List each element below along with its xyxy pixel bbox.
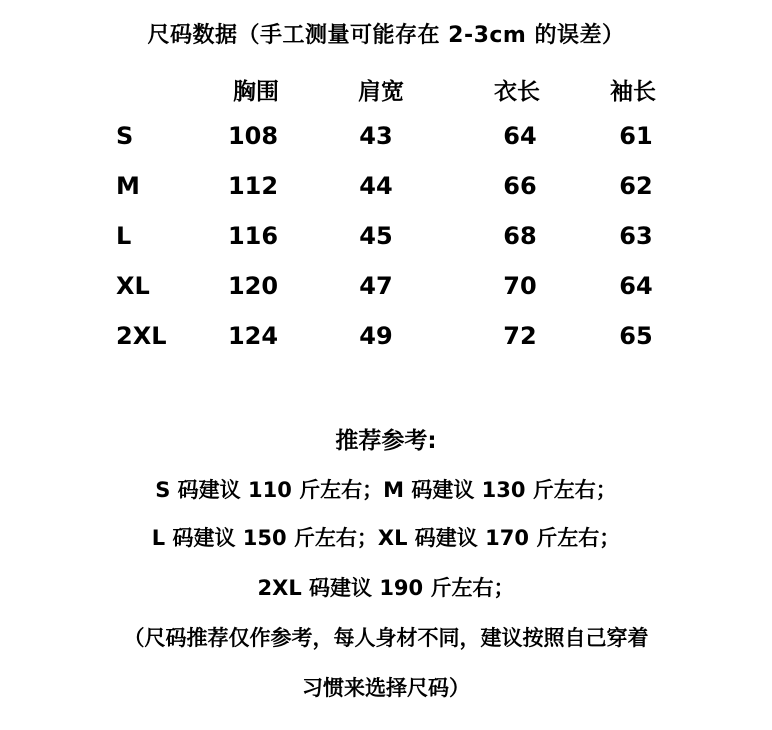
column-header-shoulder: 肩宽 (358, 79, 404, 105)
table-cell: 65 (619, 322, 653, 350)
table-cell: 124 (227, 322, 279, 350)
table-cell: 72 (503, 322, 537, 350)
table-cell: 112 (227, 172, 279, 200)
recommendation-note: 习惯来选择尺码） (302, 676, 470, 700)
table-cell: 49 (359, 322, 393, 350)
recommendation-line: 2XL 码建议 190 斤左右； (257, 576, 515, 600)
table-cell: 66 (503, 172, 537, 200)
table-cell: 62 (619, 172, 653, 200)
table-cell: 61 (619, 122, 653, 150)
size-label: L (116, 222, 132, 250)
column-header-length: 衣长 (494, 79, 540, 105)
size-label: S (116, 122, 134, 150)
table-cell: 68 (503, 222, 537, 250)
table-cell: 47 (359, 272, 393, 300)
column-header-chest: 胸围 (233, 79, 279, 105)
table-cell: 64 (503, 122, 537, 150)
size-label: M (116, 172, 140, 200)
recommendation-line: L 码建议 150 斤左右；XL 码建议 170 斤左右； (151, 526, 621, 550)
table-cell: 64 (619, 272, 653, 300)
table-cell: 45 (359, 222, 393, 250)
recommendation-note: （尺码推荐仅作参考，每人身材不同，建议按照自己穿着 (123, 626, 649, 650)
page-title: 尺码数据（手工测量可能存在 2-3cm 的误差） (147, 23, 625, 48)
table-cell: 108 (227, 122, 279, 150)
table-cell: 116 (227, 222, 279, 250)
size-label: 2XL (116, 322, 167, 350)
table-cell: 120 (227, 272, 279, 300)
table-cell: 70 (503, 272, 537, 300)
size-label: XL (116, 272, 150, 300)
recommendation-title: 推荐参考: (335, 428, 437, 454)
table-cell: 44 (359, 172, 393, 200)
table-cell: 43 (359, 122, 393, 150)
recommendation-line: S 码建议 110 斤左右；M 码建议 130 斤左右； (155, 478, 617, 502)
column-header-sleeve: 袖长 (610, 79, 656, 105)
table-cell: 63 (619, 222, 653, 250)
